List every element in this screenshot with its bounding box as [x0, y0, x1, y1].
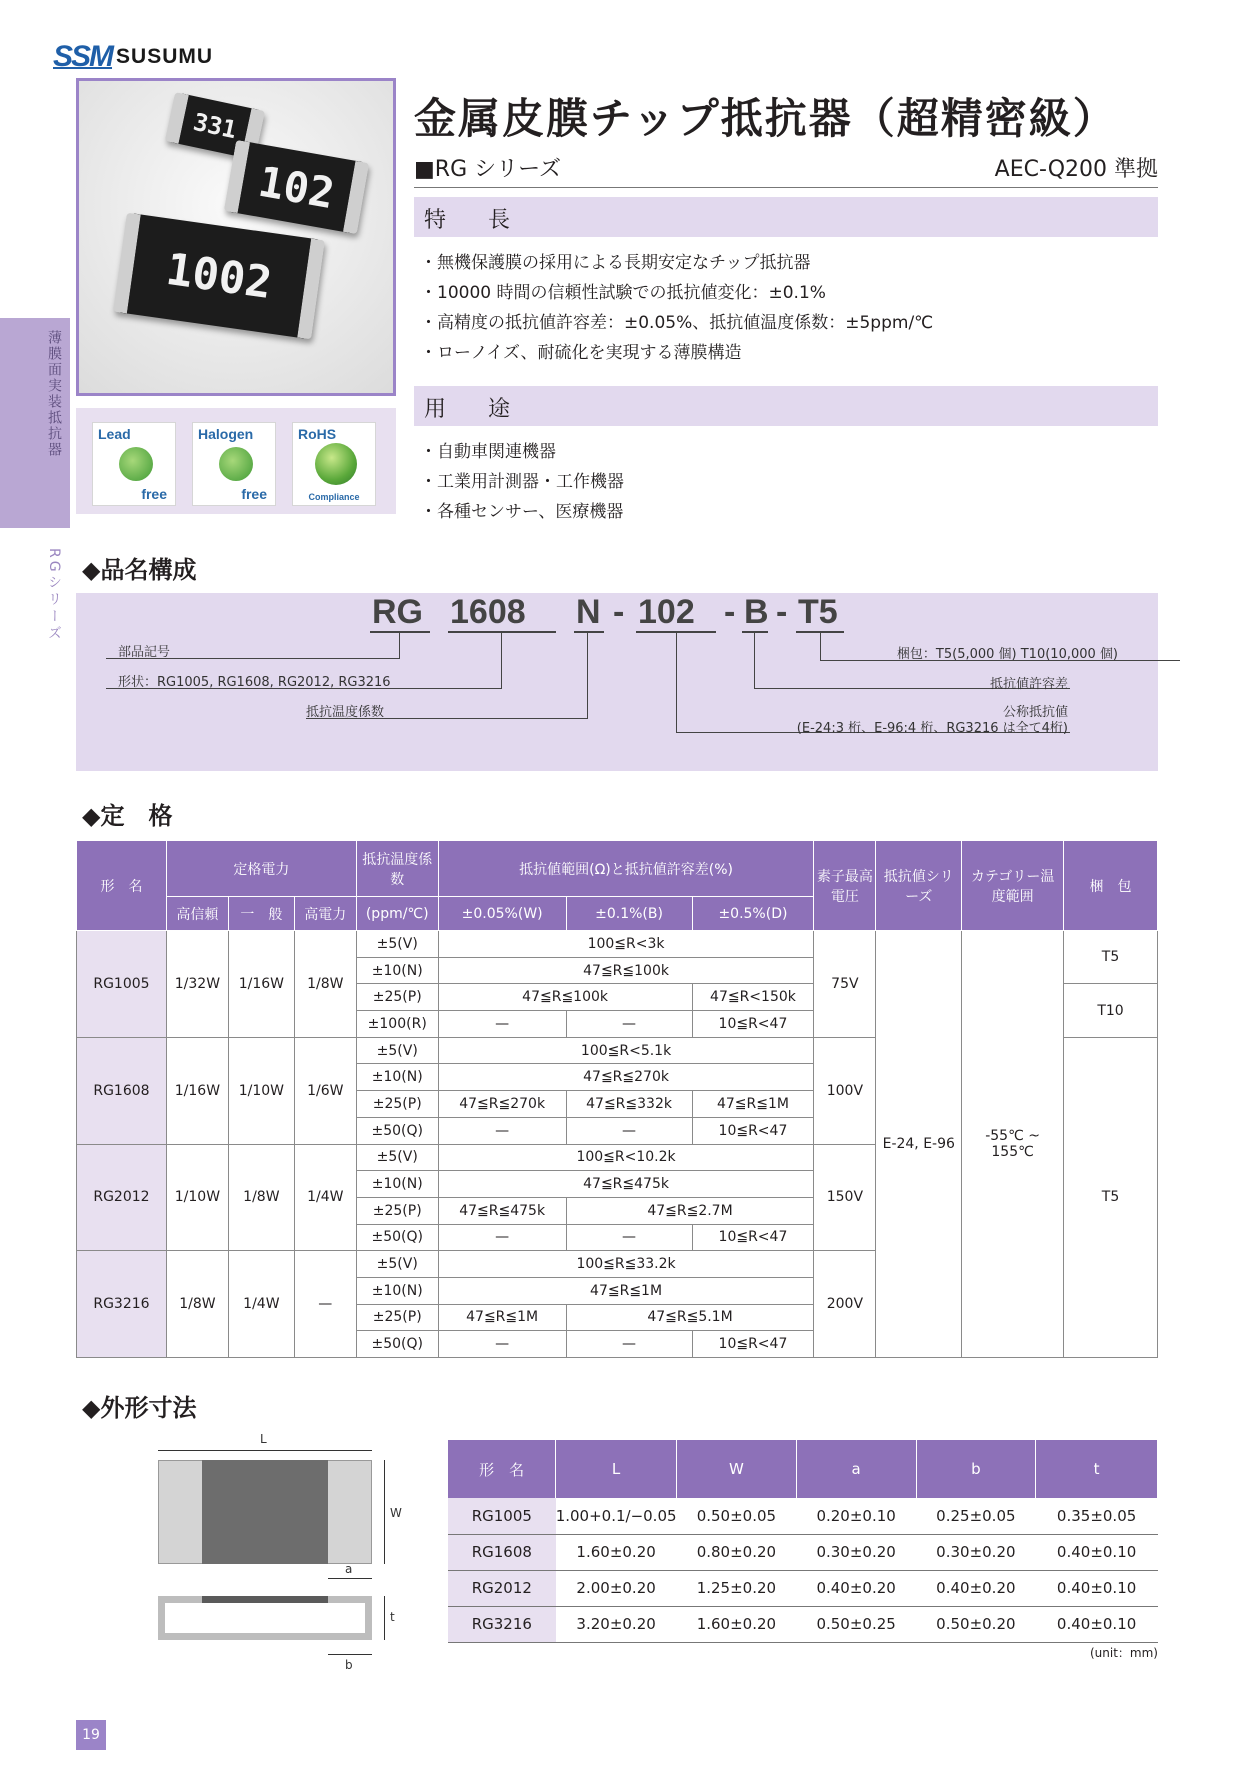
tcr-cell: ±10(N) [356, 1171, 438, 1198]
tcr-cell: ±10(N) [356, 957, 438, 984]
series-name: ■RG シリーズ [414, 157, 562, 182]
part-number-code [76, 593, 1158, 633]
range-cell: 10≦R<47 [692, 1331, 814, 1358]
list-item: ・各種センサー、医療機器 [420, 502, 624, 522]
range-cell: — [566, 1117, 692, 1144]
dim-label-a: a [345, 1562, 353, 1576]
value-cell: 0.40±0.10 [1036, 1606, 1158, 1642]
tcr-cell: ±50(Q) [356, 1117, 438, 1144]
range-cell: — [438, 1117, 566, 1144]
label-tolerance: 抵抗値許容差 [989, 677, 1068, 692]
range-cell: 47≦R≦100k [438, 957, 814, 984]
power-cell: 1/16W [228, 931, 294, 1038]
compliance-badges [76, 408, 396, 514]
range-cell: 100≦R<3k [438, 931, 814, 958]
value-cell: 1.25±0.20 [677, 1570, 797, 1606]
badge-top-text: Halogen [198, 426, 254, 442]
voltage-cell: 200V [814, 1251, 876, 1358]
value-cell: 3.20±0.20 [556, 1606, 677, 1642]
dimension-line [328, 1578, 372, 1579]
value-cell: 0.35±0.05 [1036, 1498, 1158, 1534]
header-b: b [916, 1440, 1036, 1498]
divider [414, 187, 1158, 188]
packing-cell: T10 [1064, 984, 1158, 1037]
range-cell: 47≦R≦2.7M [566, 1197, 814, 1224]
range-cell: 47≦R≦475k [438, 1171, 814, 1198]
pn-segment: 102 [638, 593, 695, 631]
range-cell: 47≦R≦332k [566, 1091, 692, 1118]
header-packing: 梱 包 [1064, 841, 1158, 931]
power-cell: 1/32W [166, 931, 228, 1038]
header-power-general: 一 般 [228, 897, 294, 931]
power-cell: 1/8W [166, 1251, 228, 1358]
badge-bottom-text: free [141, 486, 167, 502]
range-cell: 100≦R≦33.2k [438, 1251, 814, 1278]
dimension-drawing [150, 1430, 410, 1690]
table-row [448, 1570, 1158, 1606]
range-cell: — [566, 1331, 692, 1358]
tcr-cell: ±25(P) [356, 1091, 438, 1118]
badge-bottom-text: free [241, 486, 267, 502]
temp-cell: -55℃ ~ 155℃ [962, 931, 1064, 1358]
list-item: ・自動車関連機器 [420, 442, 556, 462]
ratings-table [76, 840, 1158, 1358]
model-cell: RG1005 [77, 931, 167, 1038]
range-cell: 47≦R≦5.1M [566, 1304, 814, 1331]
range-cell: 47≦R<150k [692, 984, 814, 1011]
dim-label-L: L [260, 1432, 267, 1446]
leaf-icon [219, 447, 253, 481]
badge-top-text: RoHS [298, 426, 337, 442]
leaf-icon [119, 447, 153, 481]
header-W: W [677, 1440, 797, 1498]
range-cell: 47≦R≦100k [438, 984, 692, 1011]
range-cell: 10≦R<47 [692, 1224, 814, 1251]
features-list [420, 248, 933, 368]
tcr-cell: ±10(N) [356, 1064, 438, 1091]
table-row [448, 1606, 1158, 1642]
header-tcr: 抵抗温度係数 [356, 841, 438, 897]
pn-segment: - [776, 593, 788, 631]
page-number: 19 [76, 1720, 106, 1750]
power-cell: 1/8W [294, 931, 356, 1038]
model-cell: RG1608 [448, 1534, 556, 1570]
range-cell: — [438, 1331, 566, 1358]
side-series-label: RGシリーズ [46, 548, 62, 643]
header-voltage: 素子最高電圧 [814, 841, 876, 931]
model-cell: RG2012 [448, 1570, 556, 1606]
list-item: ・ローノイズ、耐硫化を実現する薄膜構造 [420, 343, 742, 363]
applications-heading: 用 途 [414, 386, 1158, 426]
unit-note: (unit：mm) [1090, 1646, 1158, 1660]
model-cell: RG1005 [448, 1498, 556, 1534]
model-cell: RG3216 [448, 1606, 556, 1642]
value-cell: 0.80±0.20 [677, 1534, 797, 1570]
chip-side-layer [202, 1596, 328, 1603]
tcr-cell: ±50(Q) [356, 1331, 438, 1358]
product-photo [76, 78, 396, 396]
range-cell: — [566, 1011, 692, 1038]
globe-icon [315, 443, 357, 485]
label-nominal: 公称抵抗値 [1002, 705, 1068, 720]
range-cell: 47≦R≦1M [438, 1304, 566, 1331]
header-tol-b: ±0.1%(B) [566, 897, 692, 931]
dimension-line [158, 1450, 372, 1451]
dim-label-W: W [390, 1506, 402, 1520]
header-tol-w: ±0.05%(W) [438, 897, 566, 931]
table-row [77, 931, 1158, 958]
brand-logo [53, 40, 213, 74]
dim-label-b: b [345, 1658, 353, 1672]
range-cell: 100≦R<10.2k [438, 1144, 814, 1171]
side-category-tab [0, 318, 70, 528]
value-cell: 0.40±0.20 [796, 1570, 916, 1606]
pn-segment: - [613, 593, 625, 631]
range-cell: — [438, 1011, 566, 1038]
value-cell: 0.40±0.10 [1036, 1570, 1158, 1606]
value-cell: 2.00±0.20 [556, 1570, 677, 1606]
tcr-cell: ±10(N) [356, 1277, 438, 1304]
range-cell: — [438, 1224, 566, 1251]
range-cell: 47≦R≦270k [438, 1091, 566, 1118]
ratings-heading: ◆定 格 [82, 802, 173, 830]
value-cell: 0.50±0.25 [796, 1606, 916, 1642]
page-title: 金属皮膜チップ抵抗器（超精密級） [414, 94, 1117, 143]
dimensions-heading: ◆外形寸法 [82, 1394, 197, 1422]
list-item: ・10000 時間の信頼性試験での抵抗値変化：±0.1% [420, 283, 826, 303]
model-cell: RG3216 [77, 1251, 167, 1358]
label-nominal-note: (E-24:3 桁、E-96:4 桁、RG3216 は全て4桁) [796, 721, 1068, 736]
value-cell: 0.50±0.05 [677, 1498, 797, 1534]
value-cell: 1.00+0.1/−0.05 [556, 1498, 677, 1534]
chip-large: 1002 [113, 213, 325, 340]
list-item: ・無機保護膜の採用による長期安定なチップ抵抗器 [420, 253, 811, 273]
range-cell: 100≦R<5.1k [438, 1037, 814, 1064]
badge-bottom-text: Compliance [308, 492, 360, 502]
power-cell: 1/6W [294, 1037, 356, 1144]
badge-top-text: Lead [98, 426, 131, 442]
packing-cell: T5 [1064, 1037, 1158, 1357]
header-model: 形 名 [448, 1440, 556, 1498]
list-item: ・高精度の抵抗値許容差：±0.05%、抵抗値温度係数：±5ppm/℃ [420, 313, 934, 333]
compliance-note: AEC-Q200 準拠 [994, 157, 1158, 182]
range-cell: — [566, 1224, 692, 1251]
header-power-high-rel: 高信頼 [166, 897, 228, 931]
model-cell: RG2012 [77, 1144, 167, 1251]
voltage-cell: 75V [814, 931, 876, 1038]
value-cell: 1.60±0.20 [556, 1534, 677, 1570]
value-cell: 0.50±0.20 [916, 1606, 1036, 1642]
chip-medium: 102 [224, 140, 369, 234]
tcr-cell: ±5(V) [356, 1144, 438, 1171]
pn-segment: N [576, 593, 601, 631]
applications-list [420, 437, 624, 527]
value-cell: 0.25±0.05 [916, 1498, 1036, 1534]
power-cell: 1/4W [228, 1251, 294, 1358]
tcr-cell: ±25(P) [356, 984, 438, 1011]
tcr-cell: ±100(R) [356, 1011, 438, 1038]
range-cell: 47≦R≦1M [692, 1091, 814, 1118]
header-tcr-unit: (ppm/℃) [356, 897, 438, 931]
range-cell: 10≦R<47 [692, 1117, 814, 1144]
table-row [448, 1498, 1158, 1534]
label-tcr: 抵抗温度係数 [306, 705, 385, 720]
value-cell: 0.20±0.10 [796, 1498, 916, 1534]
logo-mark: SSM [53, 40, 113, 73]
tcr-cell: ±5(V) [356, 1251, 438, 1278]
value-cell: 0.30±0.20 [796, 1534, 916, 1570]
power-cell: 1/10W [228, 1037, 294, 1144]
header-model: 形 名 [77, 841, 167, 931]
dimension-line [328, 1654, 372, 1655]
tcr-cell: ±50(Q) [356, 1224, 438, 1251]
label-shape: 形状：RG1005, RG1608, RG2012, RG3216 [118, 675, 391, 690]
list-item: ・工業用計測器・工作機器 [420, 472, 624, 492]
tcr-cell: ±5(V) [356, 931, 438, 958]
header-range: 抵抗値範囲(Ω)と抵抗値許容差(%) [438, 841, 814, 897]
power-cell: 1/8W [228, 1144, 294, 1251]
header-a: a [796, 1440, 916, 1498]
header-tol-d: ±0.5%(D) [692, 897, 814, 931]
header-power: 定格電力 [166, 841, 356, 897]
label-part-code: 部品記号 [118, 645, 171, 660]
voltage-cell: 100V [814, 1037, 876, 1144]
power-cell: 1/16W [166, 1037, 228, 1144]
dimensions-table [448, 1440, 1158, 1643]
power-cell: — [294, 1251, 356, 1358]
pn-segment: B [744, 593, 769, 631]
chip-small: 331 [165, 92, 265, 160]
header-t: t [1036, 1440, 1158, 1498]
value-cell: 1.60±0.20 [677, 1606, 797, 1642]
halogen-free-badge [192, 422, 276, 506]
value-cell: 0.40±0.20 [916, 1570, 1036, 1606]
pn-segment: RG [372, 593, 423, 631]
range-cell: 47≦R≦270k [438, 1064, 814, 1091]
table-row [448, 1534, 1158, 1570]
part-number-box [76, 593, 1158, 771]
tcr-cell: ±25(P) [356, 1197, 438, 1224]
model-cell: RG1608 [77, 1037, 167, 1144]
value-cell: 0.40±0.10 [1036, 1534, 1158, 1570]
header-L: L [556, 1440, 677, 1498]
value-cell: 0.30±0.20 [916, 1534, 1036, 1570]
side-category-label: 薄膜面実装抵抗器 [46, 330, 62, 458]
voltage-cell: 150V [814, 1144, 876, 1251]
lead-free-badge [92, 422, 176, 506]
pn-segment: - [724, 593, 736, 631]
dimension-line [384, 1460, 385, 1564]
part-number-heading: ◆品名構成 [82, 556, 197, 584]
range-cell: 47≦R≦1M [438, 1277, 814, 1304]
logo-name: SUSUMU [116, 45, 214, 68]
pn-segment: 1608 [450, 593, 526, 631]
features-heading: 特 長 [414, 197, 1158, 237]
tcr-cell: ±25(P) [356, 1304, 438, 1331]
packing-cell: T5 [1064, 931, 1158, 984]
header-series: 抵抗値シリーズ [876, 841, 962, 931]
chip-resistive-layer [202, 1460, 328, 1564]
dim-label-t: t [390, 1610, 395, 1624]
header-temp: カテゴリー温度範囲 [962, 841, 1064, 931]
rohs-badge [292, 422, 376, 506]
power-cell: 1/4W [294, 1144, 356, 1251]
power-cell: 1/10W [166, 1144, 228, 1251]
series-cell: E-24, E-96 [876, 931, 962, 1358]
range-cell: 10≦R<47 [692, 1011, 814, 1038]
tcr-cell: ±5(V) [356, 1037, 438, 1064]
header-power-high: 高電力 [294, 897, 356, 931]
pn-segment: T5 [798, 593, 838, 631]
range-cell: 47≦R≦475k [438, 1197, 566, 1224]
dimension-line [384, 1596, 385, 1640]
label-packing: 梱包：T5(5,000 個) T10(10,000 個) [896, 647, 1118, 662]
